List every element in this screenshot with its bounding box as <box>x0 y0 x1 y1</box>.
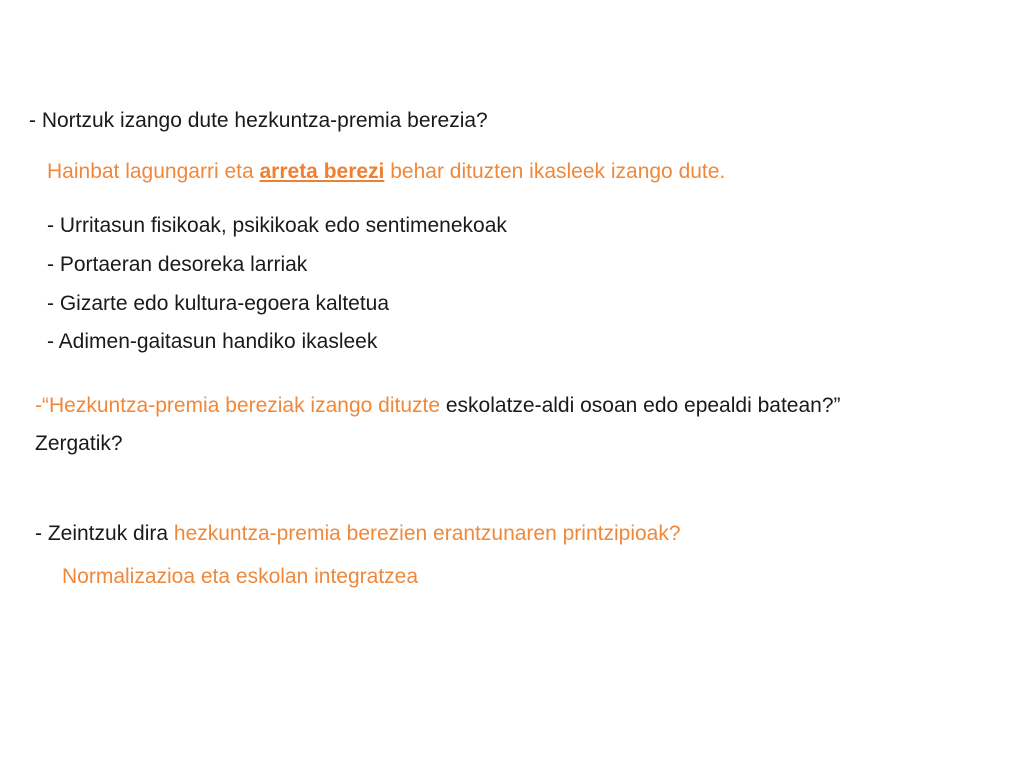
answer-3: Normalizazioa eta eskolan integratzea <box>62 565 419 588</box>
answer-1-after: behar dituzten ikasleek izango dute. <box>384 160 726 183</box>
list-item-1: - Urritasun fisikoak, psikikoak edo sentimenekoak <box>47 214 507 237</box>
question-2-black: eskolatze-aldi osoan edo epealdi batean?” <box>440 394 841 417</box>
question-3-orange: hezkuntza-premia berezien erantzunaren printzipioak? <box>173 522 681 545</box>
answer-1-before: Hainbat lagungarri eta <box>47 160 260 183</box>
question-2-why: Zergatik? <box>35 432 123 455</box>
question-2 <box>35 393 841 419</box>
answer-1-emphasis: arreta berezi <box>259 160 385 183</box>
question-1: - Nortzuk izango dute hezkuntza-premia berezia? <box>29 109 488 132</box>
answer-1 <box>47 159 725 185</box>
list-item-3: - Gizarte edo kultura-egoera kaltetua <box>47 292 390 315</box>
question-3 <box>35 521 681 547</box>
question-3-black: - Zeintzuk dira <box>35 522 174 545</box>
question-2-orange: -“Hezkuntza-premia bereziak izango dituzte <box>35 394 441 417</box>
list-item-4: - Adimen-gaitasun handiko ikasleek <box>47 330 378 353</box>
list-item-2: - Portaeran desoreka larriak <box>47 253 308 276</box>
